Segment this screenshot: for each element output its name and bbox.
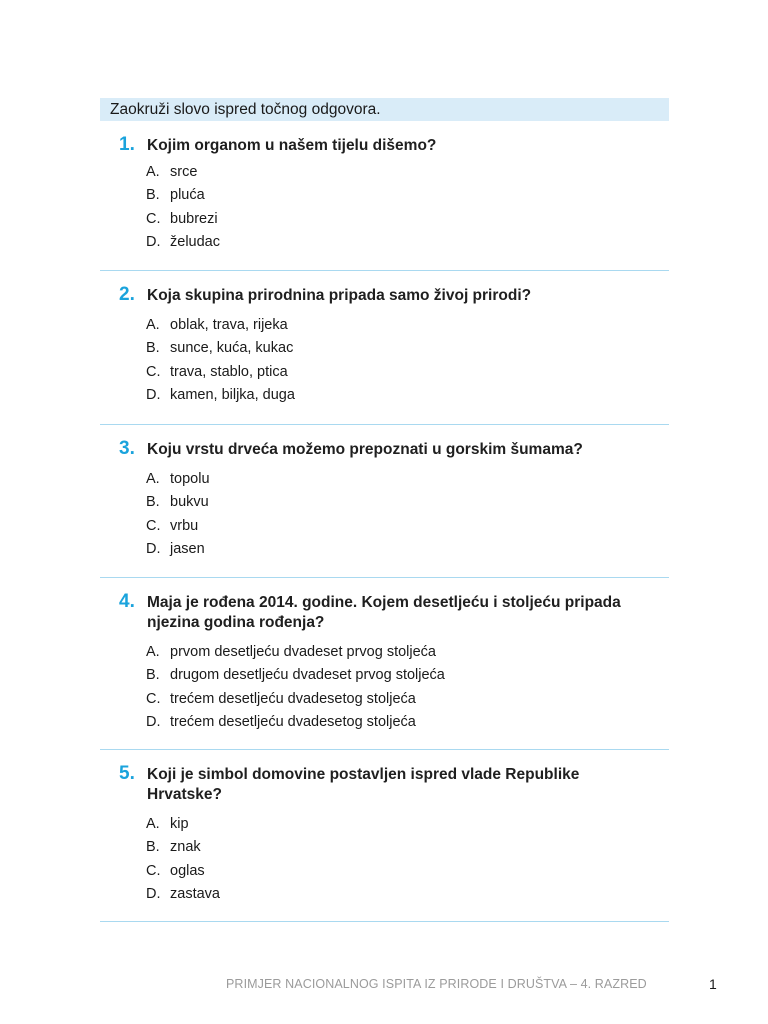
answer-text: oglas: [170, 862, 205, 879]
answer-text: zastava: [170, 885, 220, 902]
answer-text: pluća: [170, 187, 205, 204]
answer-option-c[interactable]: [146, 860, 669, 883]
answer-option-a[interactable]: [146, 641, 669, 664]
answer-letter: A.: [146, 816, 160, 832]
question-number: 2.: [119, 284, 135, 305]
answer-text: vrbu: [170, 517, 199, 534]
answer-option-c[interactable]: [146, 208, 669, 231]
answer-letter: D.: [146, 540, 161, 557]
question-text: Koja skupina prirodnina pripada samo živoj prirodi?: [147, 287, 532, 304]
answer-option-c[interactable]: [146, 515, 669, 538]
question-number: 4.: [119, 591, 135, 612]
question-5: [100, 765, 669, 906]
answer-letter: C.: [146, 210, 161, 227]
answer-text: trećem desetljeću dvadesetog stoljeća: [170, 690, 416, 707]
question-1: [100, 136, 669, 254]
answer-option-d[interactable]: [146, 711, 669, 734]
answer-list: [100, 468, 669, 561]
answer-letter: A.: [146, 164, 160, 180]
answer-text: kip: [170, 816, 189, 832]
question-4: [100, 593, 669, 734]
question-text-line-1: Koji je simbol domovine postavljen ispred vlade Republike: [147, 766, 580, 783]
answer-letter: C.: [146, 363, 161, 380]
question-text: Kojim organom u našem tijelu dišemo?: [147, 137, 437, 154]
answer-text: znak: [170, 839, 201, 856]
answer-text: bukvu: [170, 494, 209, 511]
question-heading: [100, 765, 669, 805]
answer-letter: B.: [146, 667, 160, 684]
answer-text: drugom desetljeću dvadeset prvog stoljeća: [170, 667, 445, 684]
instruction-text: Zaokruži slovo ispred točnog odgovora.: [110, 101, 381, 118]
answer-letter: D.: [146, 233, 161, 250]
answer-option-a[interactable]: [146, 813, 669, 836]
footer-title: PRIMJER NACIONALNOG ISPITA IZ PRIRODE I DRUŠTVA – 4. RAZRED: [226, 977, 647, 991]
question-2: [100, 286, 669, 407]
answer-text: kamen, biljka, duga: [170, 386, 295, 403]
question-divider: [100, 424, 669, 425]
answer-letter: B.: [146, 839, 160, 856]
answer-list: [100, 813, 669, 906]
question-divider: [100, 921, 669, 922]
question-heading: [100, 286, 669, 306]
question-text-line-2: njezina godina rođenja?: [147, 614, 325, 631]
answer-letter: D.: [146, 885, 161, 902]
question-text-line-2: Hrvatske?: [147, 786, 222, 803]
answer-option-b[interactable]: [146, 184, 669, 207]
answer-text: jasen: [170, 540, 205, 557]
answer-letter: C.: [146, 862, 161, 879]
answer-option-b[interactable]: [146, 337, 669, 360]
question-divider: [100, 577, 669, 578]
answer-option-b[interactable]: [146, 836, 669, 859]
question-divider: [100, 270, 669, 271]
answer-option-d[interactable]: [146, 384, 669, 407]
answer-text: želudac: [170, 233, 220, 250]
answer-option-b[interactable]: [146, 664, 669, 687]
answer-option-a[interactable]: [146, 314, 669, 337]
question-heading: [100, 593, 669, 633]
question-text: Koju vrstu drveća možemo prepoznati u gorskim šumama?: [147, 441, 583, 458]
answer-option-d[interactable]: [146, 231, 669, 254]
answer-text: trećem desetljeću dvadesetog stoljeća: [170, 713, 416, 730]
answer-option-b[interactable]: [146, 491, 669, 514]
answer-option-d[interactable]: [146, 883, 669, 906]
answer-list: [100, 641, 669, 734]
answer-text: sunce, kuća, kukac: [170, 340, 294, 357]
page-number: 1: [709, 976, 717, 992]
answer-letter: A.: [146, 317, 160, 333]
answer-letter: A.: [146, 644, 160, 660]
answer-option-d[interactable]: [146, 538, 669, 561]
question-3: [100, 440, 669, 561]
answer-letter: C.: [146, 690, 161, 707]
answer-text: topolu: [170, 471, 210, 487]
question-number: 1.: [119, 134, 135, 155]
answer-letter: B.: [146, 494, 160, 511]
answer-text: bubrezi: [170, 210, 218, 227]
question-heading: [100, 440, 669, 460]
answer-text: trava, stablo, ptica: [170, 363, 288, 380]
question-heading: [100, 136, 669, 156]
instruction-bar: [100, 98, 669, 121]
question-divider: [100, 749, 669, 750]
answer-list: [100, 161, 669, 254]
answer-text: prvom desetljeću dvadeset prvog stoljeća: [170, 644, 436, 660]
answer-letter: A.: [146, 471, 160, 487]
answer-letter: D.: [146, 386, 161, 403]
answer-letter: B.: [146, 187, 160, 204]
answer-letter: D.: [146, 713, 161, 730]
answer-option-a[interactable]: [146, 161, 669, 184]
question-text-line-1: Maja je rođena 2014. godine. Kojem desetljeću i stoljeću pripada: [147, 594, 621, 611]
answer-text: srce: [170, 164, 198, 180]
answer-option-c[interactable]: [146, 361, 669, 384]
answer-option-c[interactable]: [146, 688, 669, 711]
answer-text: oblak, trava, rijeka: [170, 317, 288, 333]
answer-letter: C.: [146, 517, 161, 534]
answer-list: [100, 314, 669, 407]
answer-option-a[interactable]: [146, 468, 669, 491]
question-number: 3.: [119, 438, 135, 459]
answer-letter: B.: [146, 340, 160, 357]
question-number: 5.: [119, 763, 135, 784]
